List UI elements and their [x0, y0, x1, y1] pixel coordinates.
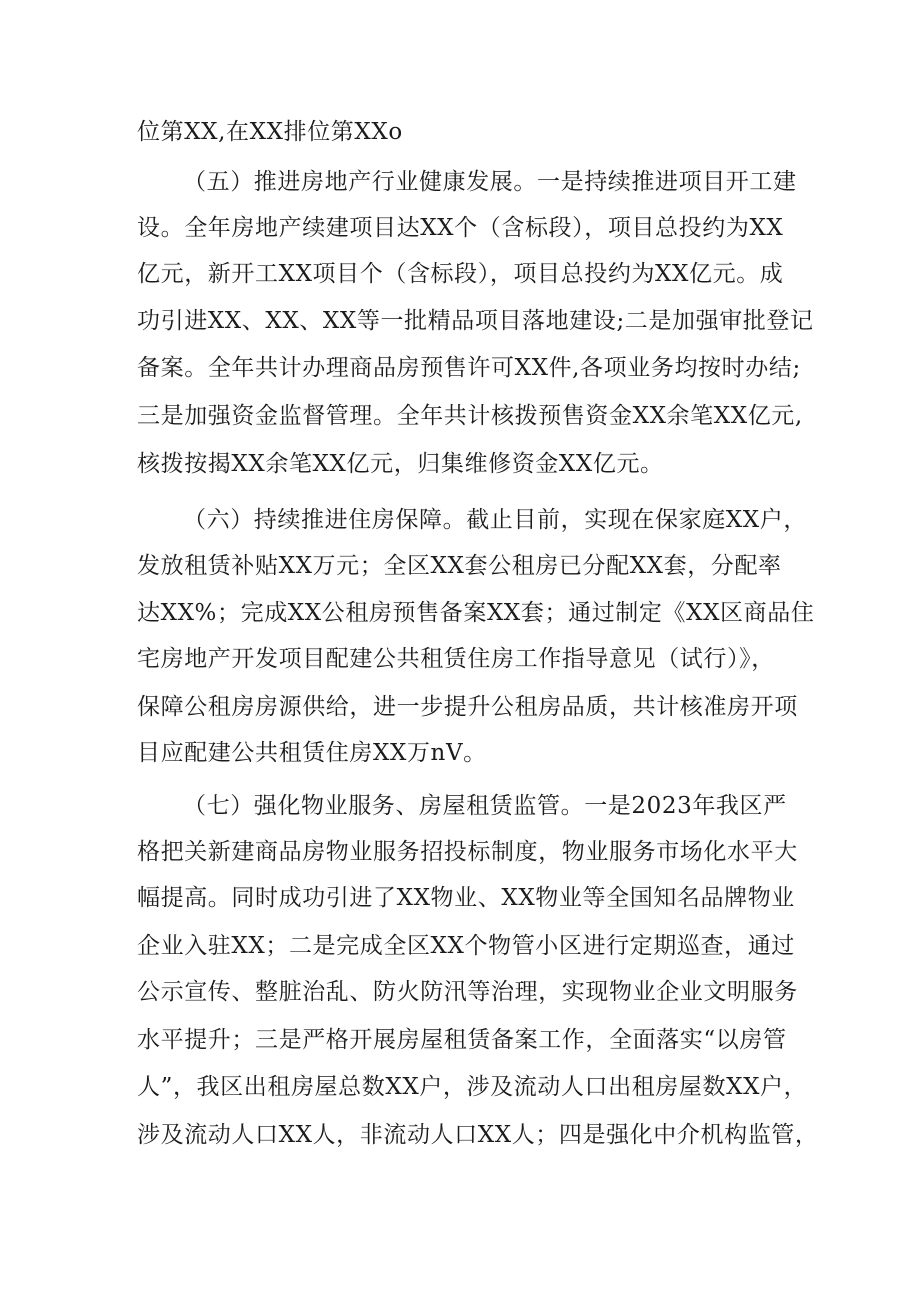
text-line-9: （六）持续推进住房保障。截止目前，实现在保家庭XX户，	[183, 507, 807, 533]
text-line-1: 位第XX,在XX排位第XXo	[137, 119, 403, 145]
text-line-7: 三是加强资金监督管理。全年共计核拨预售资金XX余笔XX亿元,	[137, 403, 803, 429]
text-line-11: 达XX%；完成XX公租房预售备案XX套；通过制定《XX区商品住	[137, 600, 815, 626]
text-line-13: 保障公租房房源供给，进一步提升公租房品质，共计核准房开项	[137, 694, 798, 720]
text-line-3: 设。全年房地产续建项目达XX个（含标段），项目总投约为XX	[137, 215, 784, 241]
text-line-22: 涉及流动人口XX人，非流动人口XX人；四是强化中介机构监管，	[137, 1122, 819, 1148]
text-line-10: 发放租赁补贴XX万元；全区XX套公租房已分配XX套，分配率	[137, 553, 782, 579]
text-line-18: 企业入驻XX；二是完成全区XX个物管小区进行定期巡查，通过	[137, 933, 795, 959]
text-line-15: （七）强化物业服务、房屋租赁监管。一是2023年我区严	[183, 793, 787, 819]
text-line-4: 亿元，新开工XX项目个（含标段），项目总投约为XX亿元。成	[137, 261, 784, 287]
text-line-6: 备案。全年共计办理商品房预售许可XX件,各项业务均按时办结;	[137, 355, 801, 381]
text-line-20: 水平提升；三是严格开展房屋租赁备案工作，全面落实“以房管	[137, 1027, 787, 1053]
text-line-19: 公示宣传、整脏治乱、防火防汛等治理，实现物业企业文明服务	[137, 979, 798, 1005]
text-line-5: 功引进XX、XX、XX等一批精品项目落地建设;二是加强审批登记	[137, 308, 814, 334]
text-line-2: （五）推进房地产行业健康发展。一是持续推进项目开工建	[183, 169, 797, 195]
text-line-14: 目应配建公共租赁住房XX万nV。	[137, 740, 487, 766]
text-line-8: 核拨按揭XX余笔XX亿元，归集维修资金XX亿元。	[137, 451, 664, 477]
text-line-16: 格把关新建商品房物业服务招投标制度，物业服务市场化水平大	[137, 839, 798, 865]
text-line-17: 幅提高。同时成功引进了XX物业、XX物业等全国知名品牌物业	[137, 885, 795, 911]
text-line-12: 宅房地产开发项目配建公共租赁住房工作指导意见（试行）》，	[137, 646, 775, 672]
text-line-21: 人”，我区出租房屋总数XX户，涉及流动人口出租房屋数XX户，	[137, 1074, 808, 1100]
